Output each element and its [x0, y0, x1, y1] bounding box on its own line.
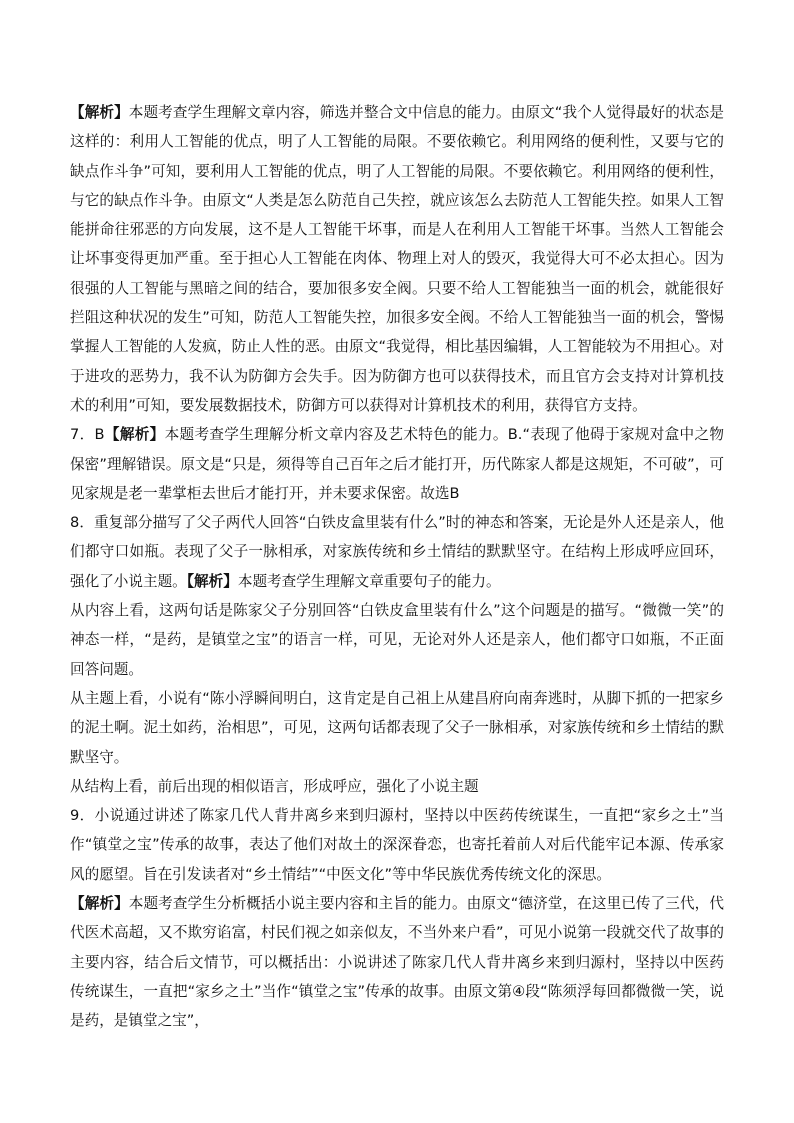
paragraph-analysis-6	[70, 98, 724, 420]
paragraph-body: 从内容上看，这两句话是陈家父子分别回答“白铁皮盒里装有什么”这个问题是的描写。“微微一笑”的神态一样，“是药，是镇堂之宝”的语言一样，可见，无论对外人还是亲人，他们都守口如瓶，不正面回答问题。	[70, 602, 724, 678]
analysis-tag: 【解析】	[104, 426, 165, 444]
paragraph-body: 从结构上看，前后出现的相似语言，形成呼应，强化了小说主题	[70, 777, 479, 795]
answer-text	[70, 98, 724, 1036]
analysis-tag: 【解析】	[70, 895, 129, 913]
paragraph-answer-7	[70, 420, 724, 508]
paragraph-body: 从主题上看，小说有“陈小浮瞬间明白，这肯定是自己祖上从建昌府向南奔逃时，从脚下抓的一把家乡的泥土啊。泥土如药，治相思”，可见，这两句话都表现了父子一脉相承，对家族传统和乡土情结的默默坚守。	[70, 689, 724, 766]
paragraph-content-view	[70, 596, 724, 684]
paragraph-answer-8	[70, 508, 724, 596]
paragraph-answer-9	[70, 801, 724, 889]
question-answer: 8．重复部分描写了父子两代人回答“白铁皮盒里装有什么”时的神态和答案，无论是外人还是亲人，他们都守口如瓶。表现了父子一脉相承，对家族传统和乡土情结的默默坚守。在结构上形成呼应回环，强化了小说主题。	[70, 514, 724, 590]
analysis-tag: 【解析】	[70, 104, 129, 121]
paragraph-analysis-9	[70, 889, 724, 1035]
paragraph-structure-view	[70, 772, 724, 801]
paragraph-body: 本题考查学生理解文章重要句子的能力。	[237, 572, 501, 590]
analysis-tag: 【解析】	[186, 572, 238, 590]
paragraph-body: 本题考查学生理解文章内容，筛选并整合文中信息的能力。由原文“我个人觉得最好的状态是这样的：利用人工智能的优点，明了人工智能的局限。不要依赖它。利用网络的便利性，又要与它的缺点作斗争”可知，要利用人工智能的优点，明了人工智能的局限。不要依赖它。利用网络的便利性，与它的缺点作斗争。由原文“人类是怎么防范自己失控，就应该怎么去防范人工智能失控。如果人工智能拼命往邪恶的方向发展，这不是人工智能干坏事，而是人在利用人工智能干坏事。当然人工智能会让坏事变得更加严重。至于担心人工智能在肉体、物理上对人的毁灭，我觉得大可不必太担心。因为很强的人工智能与黑暗之间的结合，要加很多安全阀。只要不给人工智能独当一面的机会，就能很好拦阻这种状况的发生”可知，防范人工智能失控，加很多安全阀。不给人工智能独当一面的机会，警惕掌握人工智能的人发疯，防止人性的恶。由原文“我觉得，相比基因编辑，人工智能较为不用担心。对于进攻的恶势力，我不认为防御方会失手。因为防御方也可以获得技术，而且官方会支持对计算机技术的利用”可知，要发展数据技术，防御方可以获得对计算机技术的利用，获得官方支持。	[70, 104, 724, 414]
paragraph-body: 本题考查学生理解分析文章内容及艺术特色的能力。B.“表现了他碍于家规对盒中之物保密”理解错误。原文是“只是，须得等自己百年之后才能打开，历代陈家人都是这规矩，不可破”，可见家规是老一辈掌柜去世后才能打开，并未要求保密。故选B	[70, 426, 724, 502]
paragraph-theme-view	[70, 684, 724, 772]
question-answer: 9．小说通过讲述了陈家几代人背井离乡来到归源村，坚持以中医药传统谋生，一直把“家乡之土”当作“镇堂之宝”传承的故事，表达了他们对故土的深深眷恋，也寄托着前人对后代能牢记本源、传承家风的愿望。旨在引发读者对“乡土情结”“中医文化”等中华民族优秀传统文化的深思。	[70, 807, 724, 883]
question-answer: 7．B	[70, 426, 105, 444]
paragraph-body: 本题考查学生分析概括小说主要内容和主旨的能力。由原文“德济堂，在这里已传了三代，代代医术高超，又不欺穷谄富，村民们视之如亲似友，不当外来户看”，可见小说第一段就交代了故事的主要内容，结合后文情节，可以概括出：小说讲述了陈家几代人背井离乡来到归源村，坚持以中医药传统谋生，一直把“家乡之土”当作“镇堂之宝”传承的故事。由原文第④段“陈须浮每回都微微一笑，说是药，是镇堂之宝”，	[70, 895, 724, 1030]
